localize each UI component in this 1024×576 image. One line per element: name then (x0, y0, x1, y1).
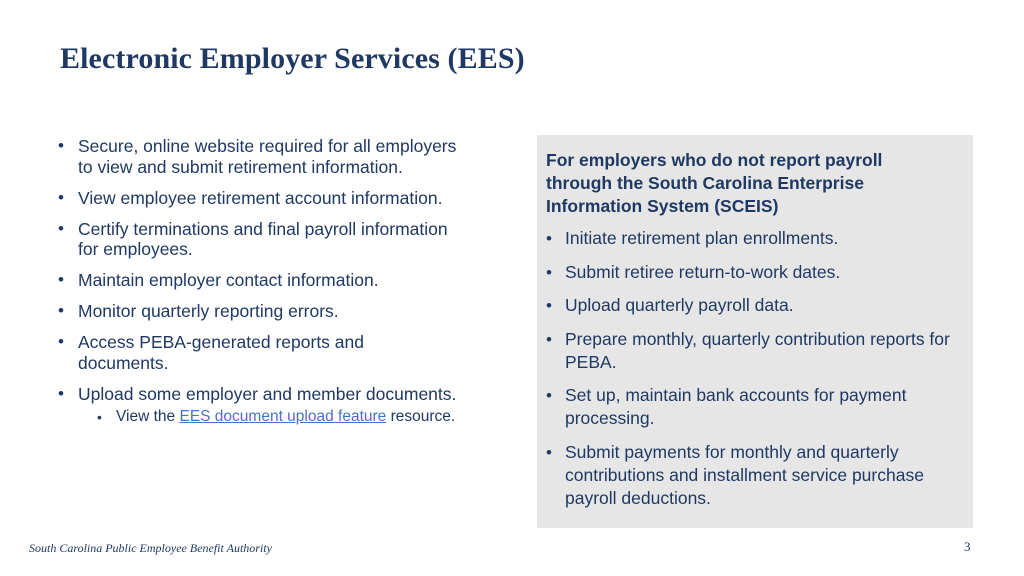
left-bullet-item: • View employee retirement account information. (58, 188, 458, 209)
left-bullet-item: • Monitor quarterly reporting errors. (58, 301, 458, 322)
panel-bullet-item: • Submit retiree return-to-work dates. (546, 261, 961, 284)
left-bullet-item: • Certify terminations and final payroll information for employees. (58, 219, 458, 260)
left-bullet-item: • Maintain employer contact information. (58, 270, 458, 291)
panel-bullet-item: • Submit payments for monthly and quarterly contributions and installment service purchase payroll deductions. (546, 441, 961, 510)
page-number: 3 (964, 539, 971, 554)
panel-bullet-item: • Set up, maintain bank accounts for payment processing. (546, 384, 961, 430)
footer-organization: South Carolina Public Employee Benefit Authority (29, 541, 272, 555)
sub-bullet-prefix: View the (116, 408, 180, 425)
slide-title: Electronic Employer Services (EES) (60, 42, 525, 75)
sub-bullet-list (78, 408, 458, 427)
sceis-info-panel (537, 135, 973, 528)
left-bullet-item: • Access PEBA-generated reports and documents. (58, 332, 458, 373)
sub-bullet-item (97, 408, 458, 427)
ees-upload-feature-link[interactable]: EES document upload feature (179, 408, 387, 425)
sub-bullet-suffix: resource. (386, 408, 456, 425)
left-bullet-item-upload (58, 384, 458, 427)
panel-bullet-item: • Initiate retirement plan enrollments. (546, 227, 961, 250)
panel-heading: For employers who do not report payroll through the South Carolina Enterprise Information System (SCEIS) (546, 150, 883, 216)
panel-bullet-item: • Upload quarterly payroll data. (546, 294, 961, 317)
panel-bullet-list (546, 227, 961, 510)
left-bullet-list (58, 136, 458, 437)
panel-bullet-item: • Prepare monthly, quarterly contribution reports for PEBA. (546, 328, 961, 374)
left-bullet-text: Upload some employer and member documents. (78, 383, 457, 404)
left-bullet-item: • Secure, online website required for all employers to view and submit retirement information. (58, 136, 458, 177)
